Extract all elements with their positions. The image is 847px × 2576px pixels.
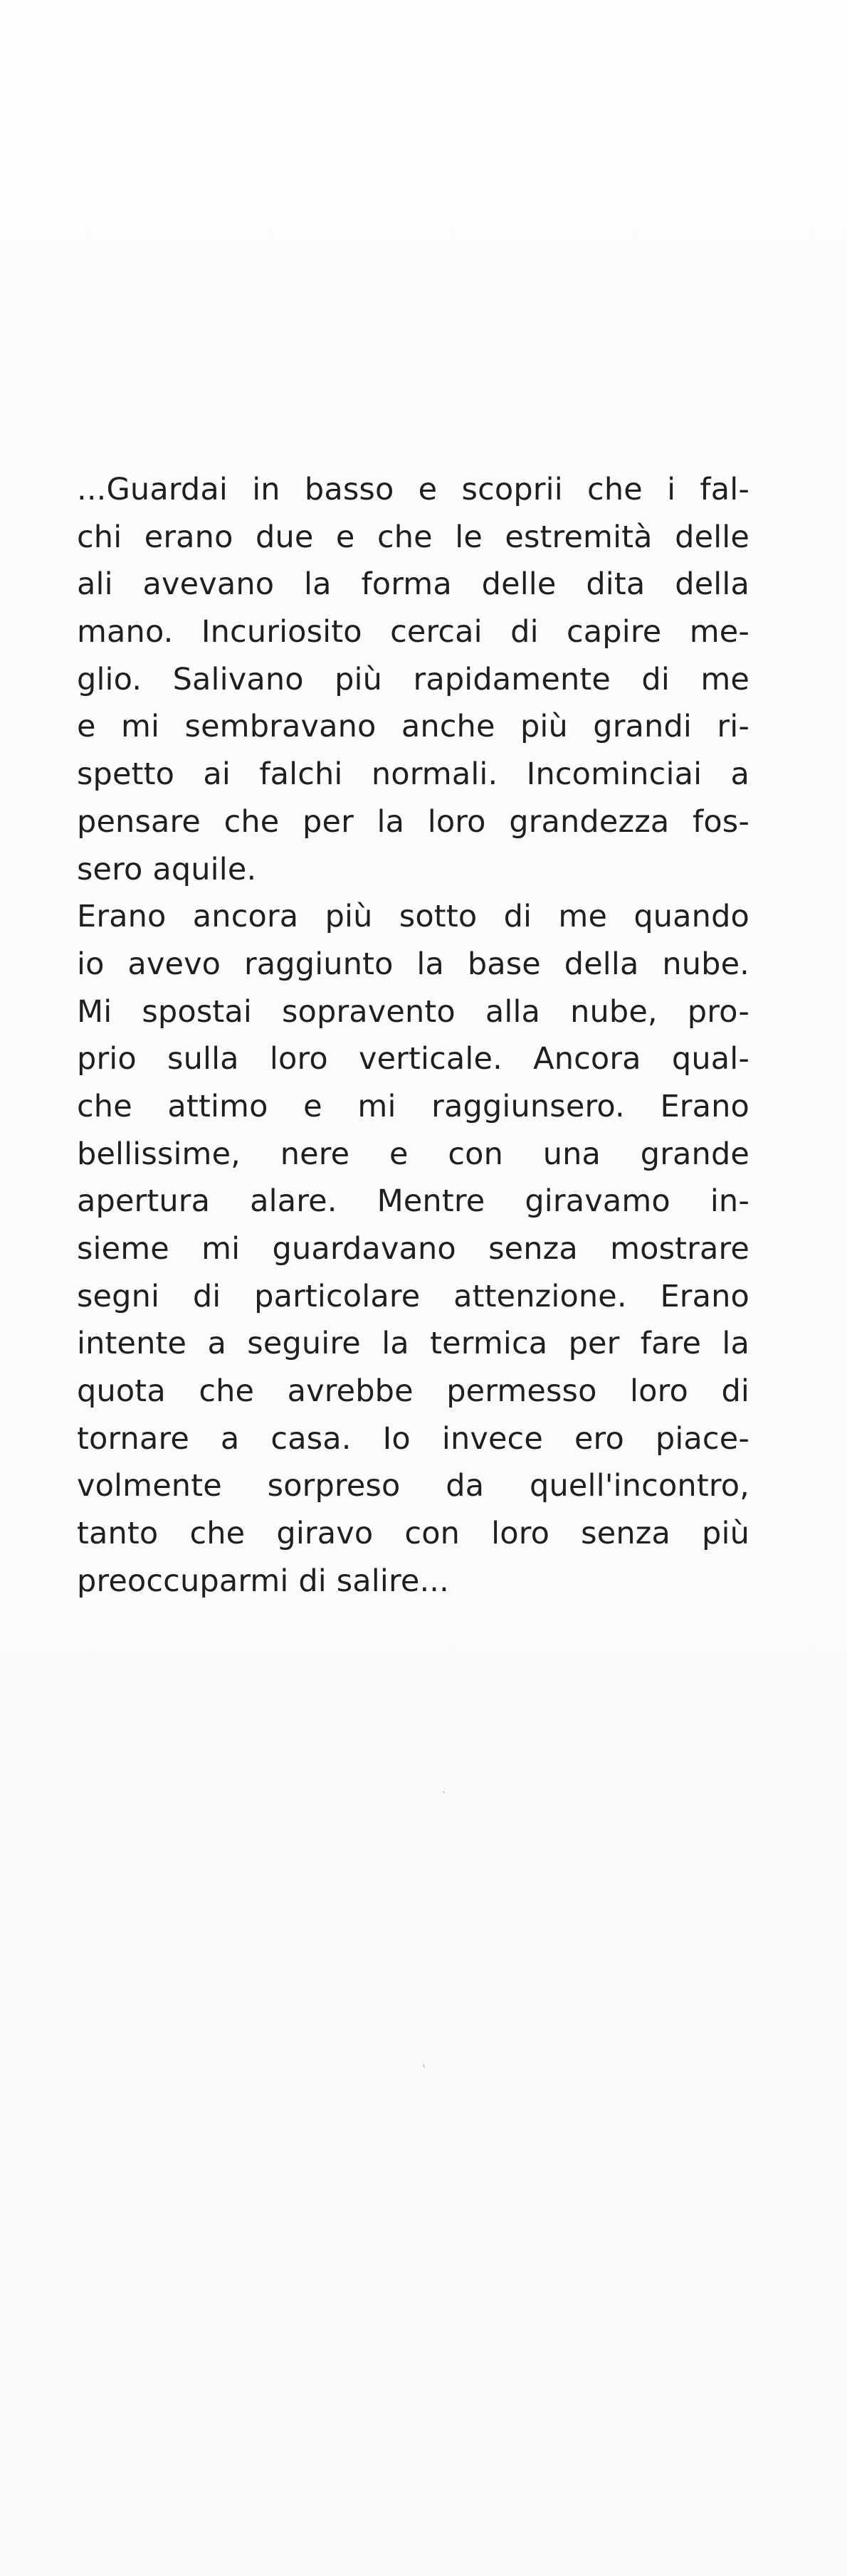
text-line: mano. Incuriosito cercai di capire me- bbox=[77, 614, 749, 650]
text-line: io avevo raggiunto la base della nube. bbox=[77, 946, 749, 982]
text-line: intente a seguire la termica per fare la bbox=[77, 1326, 749, 1362]
paragraph bbox=[77, 466, 749, 893]
text-line: pensare che per la loro grandezza fos- bbox=[77, 803, 749, 840]
text-line: ...Guardai in basso e scoprii che i fal- bbox=[77, 472, 749, 507]
text-line: tornare a casa. Io invece ero piace- bbox=[77, 1420, 749, 1457]
text-line: che attimo e mi raggiunsero. Erano bbox=[77, 1088, 749, 1124]
text-line: sero aquile. bbox=[77, 851, 257, 887]
text-line: e mi sembravano anche più grandi ri- bbox=[77, 709, 749, 745]
paper-speck: , bbox=[416, 2054, 428, 2071]
text-line: chi erano due e che le estremità delle bbox=[77, 519, 749, 555]
text-line: quota che avrebbe permesso loro di bbox=[77, 1373, 749, 1410]
paragraph bbox=[77, 893, 749, 1605]
body-text bbox=[77, 466, 749, 1605]
text-line: apertura alare. Mentre giravamo in- bbox=[77, 1183, 749, 1220]
text-line: bellissime, nere e con una grande bbox=[77, 1136, 749, 1172]
text-line: ali avevano la forma delle dita della bbox=[77, 566, 749, 603]
text-line: glio. Salivano più rapidamente di me bbox=[77, 661, 749, 697]
text-line: preoccuparmi di salire... bbox=[77, 1563, 449, 1599]
text-line: Erano ancora più sotto di me quando bbox=[77, 899, 749, 935]
text-line: spetto ai falchi normali. Incominciai a bbox=[77, 756, 749, 793]
text-line: volmente sorpreso da quell'incontro, bbox=[77, 1468, 749, 1504]
text-line: tanto che giravo con loro senza più bbox=[77, 1516, 749, 1552]
text-line: Mi spostai sopravento alla nube, pro- bbox=[77, 993, 749, 1030]
text-line: segni di particolare attenzione. Erano bbox=[77, 1278, 749, 1314]
text-line: prio sulla loro verticale. Ancora qual- bbox=[77, 1041, 749, 1077]
text-line: sieme mi guardavano senza mostrare bbox=[77, 1231, 749, 1267]
paper-speck: ` bbox=[441, 1790, 448, 1805]
